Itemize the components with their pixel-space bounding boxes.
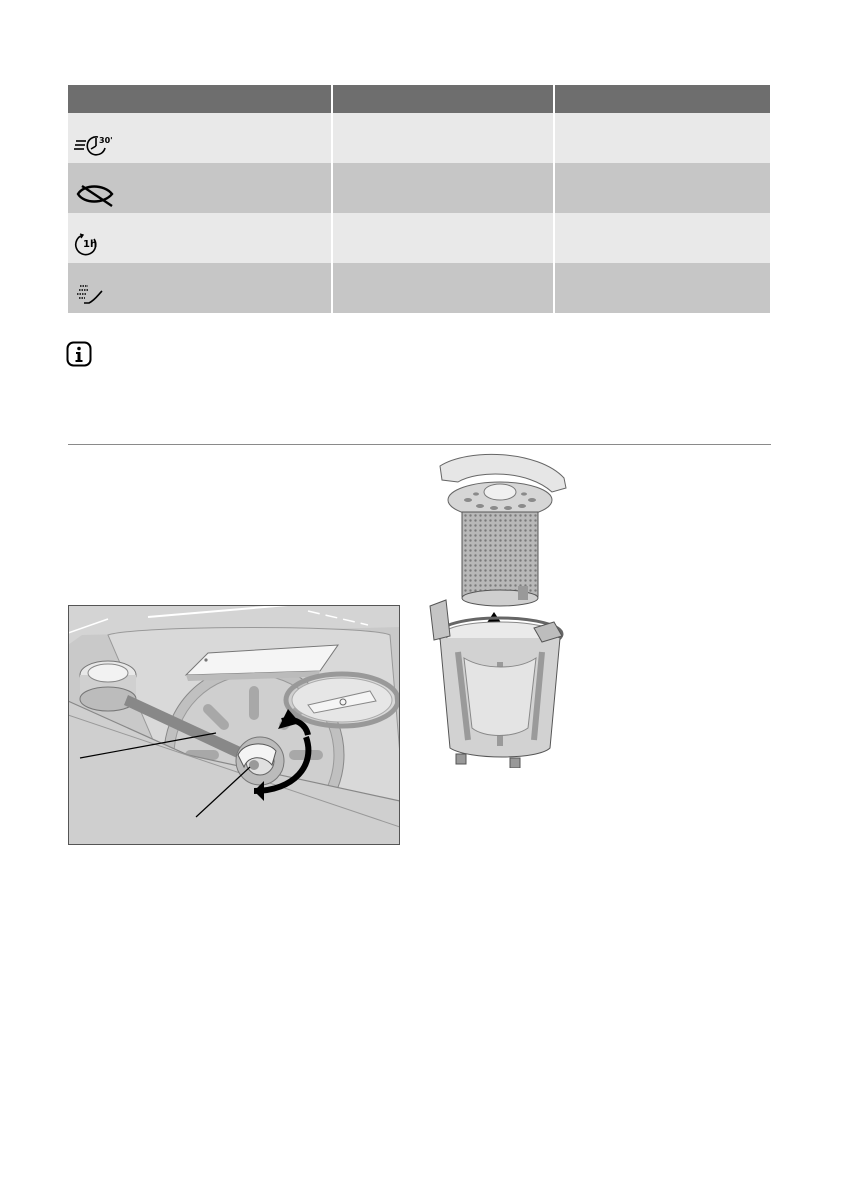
table-cell	[332, 263, 554, 313]
one-hour-label: 1h	[83, 239, 98, 250]
filter-assembly-icon	[428, 448, 578, 768]
table-cell	[554, 163, 770, 213]
table-cell	[332, 163, 554, 213]
eco-leaf-icon	[74, 182, 118, 208]
one-hour-icon	[74, 233, 118, 257]
program-icon-cell	[68, 213, 332, 263]
table-header-row	[68, 85, 770, 113]
section-divider	[68, 444, 771, 445]
table-header-cell	[332, 85, 554, 113]
info-icon	[66, 341, 92, 367]
table-row	[68, 113, 770, 163]
table-row	[68, 163, 770, 213]
quick-30-icon	[74, 133, 118, 157]
table-row	[68, 263, 770, 313]
rinse-spray-icon	[74, 283, 118, 307]
table-cell	[332, 113, 554, 163]
table-cell	[554, 263, 770, 313]
quick-icon-label: 30'	[99, 136, 113, 145]
table-cell	[554, 113, 770, 163]
program-icon-cell	[68, 263, 332, 313]
dishwasher-sump-filter-icon	[68, 605, 400, 845]
table-header-cell	[554, 85, 770, 113]
table-cell	[332, 213, 554, 263]
program-icon-cell	[68, 163, 332, 213]
table-header-cell	[68, 85, 332, 113]
program-table	[68, 85, 770, 313]
table-cell	[554, 213, 770, 263]
table-row	[68, 213, 770, 263]
program-icon-cell	[68, 113, 332, 163]
